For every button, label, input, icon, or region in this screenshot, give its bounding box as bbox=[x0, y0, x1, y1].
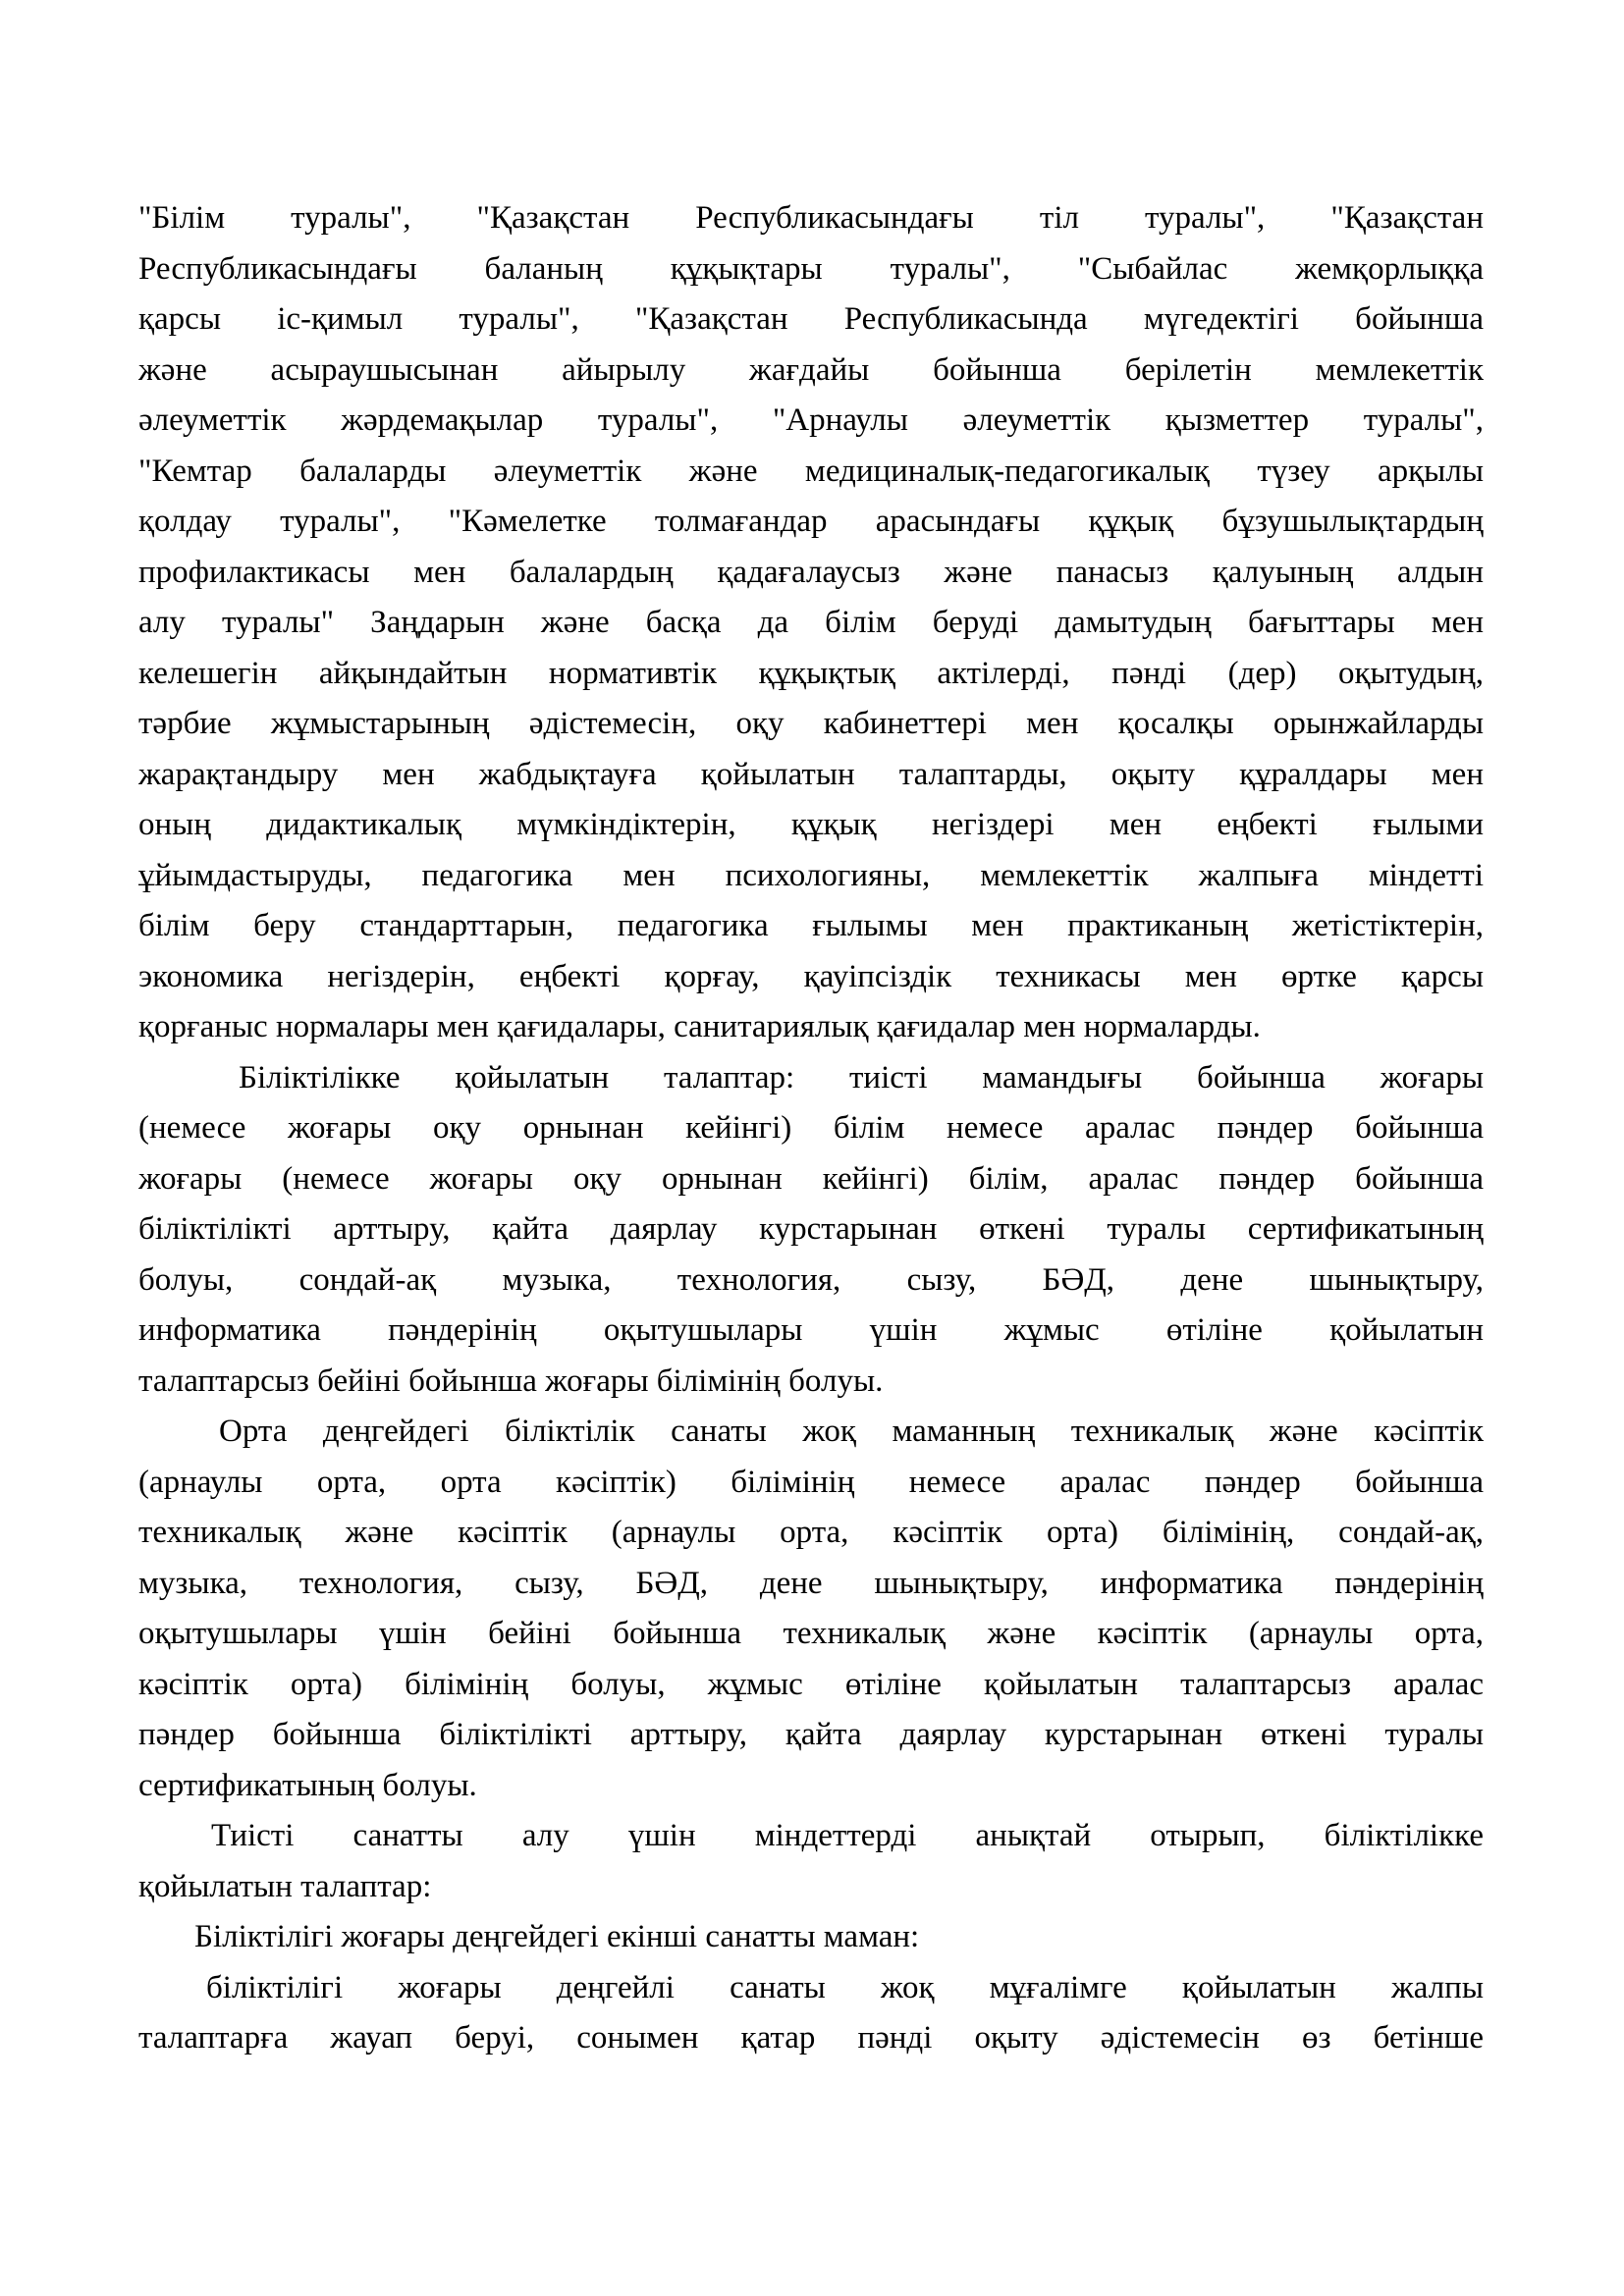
text-line: профилактикасы мен балалардың қадағалаусыз және панасыз қалуының алдын bbox=[138, 554, 1484, 590]
text-line: Біліктілігі жоғары деңгейдегі екінші санатты маман: bbox=[194, 1919, 920, 1954]
paragraph bbox=[138, 1407, 1484, 1811]
text-line: алу туралы" Заңдарын және басқа да білім беруді дамытудың бағыттары мен bbox=[138, 605, 1484, 640]
text-line: сертификатының болуы. bbox=[138, 1767, 477, 1803]
text-line: қолдау туралы", "Кәмелетке толмағандар арасындағы құқық бұзушылықтардың bbox=[138, 504, 1484, 539]
text-line: "Кемтар балаларды әлеуметтік және медициналық-педагогикалық түзеу арқылы bbox=[138, 453, 1484, 489]
text-line: талаптарсыз бейіні бойынша жоғары білімінің болуы. bbox=[138, 1362, 884, 1399]
text-line: оның дидактикалық мүмкіндіктерін, құқық негіздері мен еңбекті ғылыми bbox=[138, 807, 1484, 842]
text-line: пәндер бойынша біліктілікті арттыру, қайта даярлау курстарынан өткені туралы bbox=[138, 1717, 1484, 1752]
text-line: қойылатын талаптар: bbox=[138, 1868, 432, 1904]
text-line: келешегін айқындайтын нормативтік құқықтық актілерді, пәнді (дер) оқытудың, bbox=[138, 655, 1484, 691]
text-line: экономика негіздерін, еңбекті қорғау, қауіпсіздік техникасы мен өртке қарсы bbox=[138, 958, 1484, 994]
paragraph bbox=[138, 1053, 1484, 1408]
text-block bbox=[138, 193, 1484, 2064]
text-line: (арнаулы орта, орта кәсіптік) білімінің немесе аралас пәндер бойынша bbox=[138, 1464, 1484, 1500]
paragraph bbox=[138, 1912, 1484, 1963]
text-line: және асыраушысынан айырылу жағдайы бойынша берілетін мемлекеттік bbox=[138, 351, 1484, 388]
text-line: қарсы іс-қимыл туралы", "Қазақстан Республикасында мүгедектігі бойынша bbox=[138, 301, 1484, 337]
text-line: кәсіптік орта) білімінің болуы, жұмыс өтіліне қойылатын талаптарсыз аралас bbox=[138, 1666, 1484, 1702]
text-line: музыка, технология, сызу, БӘД, дене шынықтыру, информатика пәндерінің bbox=[138, 1565, 1484, 1601]
text-line: Біліктілікке қойылатын талаптар: тиісті мамандығы бойынша жоғары bbox=[239, 1059, 1484, 1095]
text-line: әлеуметтік жәрдемақылар туралы", "Арнаулы әлеуметтік қызметтер туралы", bbox=[138, 402, 1484, 438]
text-line: оқытушылары үшін бейіні бойынша техникалық және кәсіптік (арнаулы орта, bbox=[138, 1616, 1484, 1651]
text-line: біліктілігі жоғары деңгейлі санаты жоқ мұғалімге қойылатын жалпы bbox=[206, 1969, 1484, 2005]
text-line: болуы, сондай-ақ музыка, технология, сызу, БӘД, дене шынықтыру, bbox=[138, 1261, 1484, 1298]
text-line: ұйымдастыруды, педагогика мен психологияны, мемлекеттік жалпыға міндетті bbox=[138, 857, 1484, 893]
text-line: (немесе жоғары оқу орнынан кейінгі) білім немесе аралас пәндер бойынша bbox=[138, 1110, 1484, 1146]
text-line: тәрбие жұмыстарының әдістемесін, оқу кабинеттері мен қосалқы орынжайларды bbox=[138, 706, 1484, 741]
paragraph bbox=[138, 1811, 1484, 1912]
paragraph bbox=[138, 193, 1484, 1053]
text-line: "Білім туралы", "Қазақстан Республикасындағы тіл туралы", "Қазақстан bbox=[138, 200, 1484, 236]
paragraph bbox=[138, 1963, 1484, 2064]
text-line: техникалық және кәсіптік (арнаулы орта, кәсіптік орта) білімінің, сондай-ақ, bbox=[138, 1515, 1484, 1550]
text-line: біліктілікті арттыру, қайта даярлау курстарынан өткені туралы сертификатының bbox=[138, 1211, 1484, 1247]
text-line: жарақтандыру мен жабдықтауға қойылатын талаптарды, оқыту құралдары мен bbox=[138, 756, 1484, 792]
text-line: жоғары (немесе жоғары оқу орнынан кейінгі) білім, аралас пәндер бойынша bbox=[138, 1160, 1484, 1197]
text-line: Республикасындағы баланың құқықтары туралы", "Сыбайлас жемқорлыққа bbox=[138, 250, 1484, 287]
text-line: білім беру стандарттарын, педагогика ғылымы мен практиканың жетістіктерін, bbox=[138, 908, 1484, 943]
text-line: қорғаныс нормалары мен қағидалары, санитариялық қағидалар мен нормаларды. bbox=[138, 1009, 1261, 1044]
text-line: Тиісті санатты алу үшін міндеттерді анықтай отырып, біліктілікке bbox=[211, 1818, 1484, 1853]
text-line: Орта деңгейдегі біліктілік санаты жоқ маманның техникалық және кәсіптік bbox=[219, 1414, 1484, 1449]
text-line: информатика пәндерінің оқытушылары үшін жұмыс өтіліне қойылатын bbox=[138, 1312, 1484, 1348]
text-line: талаптарға жауап беруі, сонымен қатар пәнді оқыту әдістемесін өз бетінше bbox=[138, 2020, 1484, 2056]
